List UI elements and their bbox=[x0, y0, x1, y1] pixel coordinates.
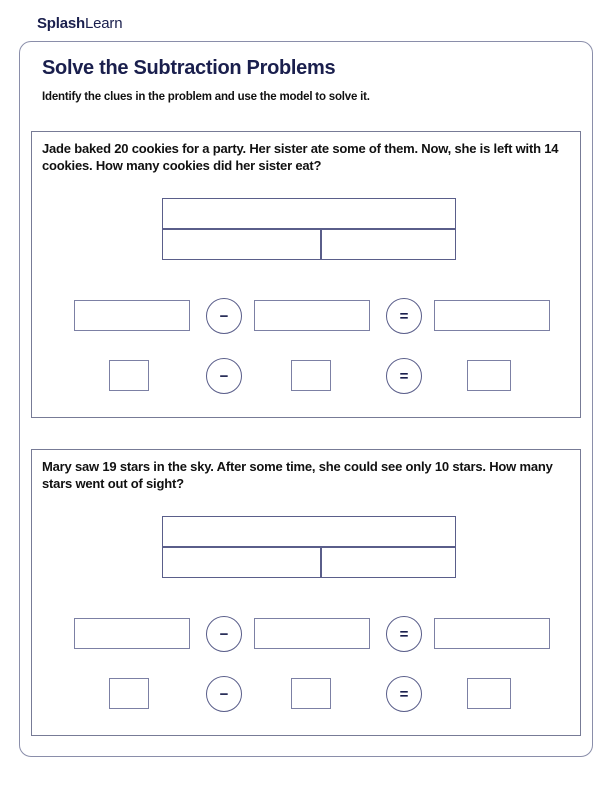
number-box-difference[interactable] bbox=[467, 678, 511, 709]
instructions: Identify the clues in the problem and use the model to solve it. bbox=[42, 91, 370, 103]
equals-icon: = bbox=[386, 676, 422, 712]
minus-icon: − bbox=[206, 358, 242, 394]
answer-box-difference[interactable] bbox=[434, 618, 550, 649]
answer-box-subtrahend[interactable] bbox=[254, 300, 370, 331]
number-box-minuend[interactable] bbox=[109, 678, 149, 709]
bar-model-part-2[interactable] bbox=[320, 546, 456, 578]
bar-model bbox=[162, 516, 456, 578]
problem-card-2 bbox=[31, 449, 581, 736]
equals-icon: = bbox=[386, 358, 422, 394]
problem-card-1 bbox=[31, 131, 581, 418]
bar-model-whole[interactable] bbox=[162, 516, 456, 548]
problem-text: Mary saw 19 stars in the sky. After some time, she could see only 10 stars. How many stars went out of sight? bbox=[42, 459, 553, 491]
number-box-difference[interactable] bbox=[467, 360, 511, 391]
page-title: Solve the Subtraction Problems bbox=[42, 57, 336, 79]
bar-model bbox=[162, 198, 456, 260]
minus-icon: − bbox=[206, 616, 242, 652]
bar-model-part-1[interactable] bbox=[162, 546, 322, 578]
bar-model-part-1[interactable] bbox=[162, 228, 322, 260]
answer-box-difference[interactable] bbox=[434, 300, 550, 331]
minus-icon: − bbox=[206, 298, 242, 334]
answer-box-minuend[interactable] bbox=[74, 300, 190, 331]
answer-box-minuend[interactable] bbox=[74, 618, 190, 649]
problem-text: Jade baked 20 cookies for a party. Her sister ate some of them. Now, she is left with 14 cookies. How many cookies did her sister eat? bbox=[42, 141, 559, 173]
number-box-subtrahend[interactable] bbox=[291, 360, 331, 391]
logo-light: Learn bbox=[84, 15, 123, 32]
number-box-subtrahend[interactable] bbox=[291, 678, 331, 709]
logo-bold: Splash bbox=[37, 15, 85, 32]
equals-icon: = bbox=[386, 298, 422, 334]
minus-icon: − bbox=[206, 676, 242, 712]
splashlearn-logo bbox=[37, 15, 122, 32]
number-box-minuend[interactable] bbox=[109, 360, 149, 391]
bar-model-whole[interactable] bbox=[162, 198, 456, 230]
answer-box-subtrahend[interactable] bbox=[254, 618, 370, 649]
equals-icon: = bbox=[386, 616, 422, 652]
bar-model-part-2[interactable] bbox=[320, 228, 456, 260]
